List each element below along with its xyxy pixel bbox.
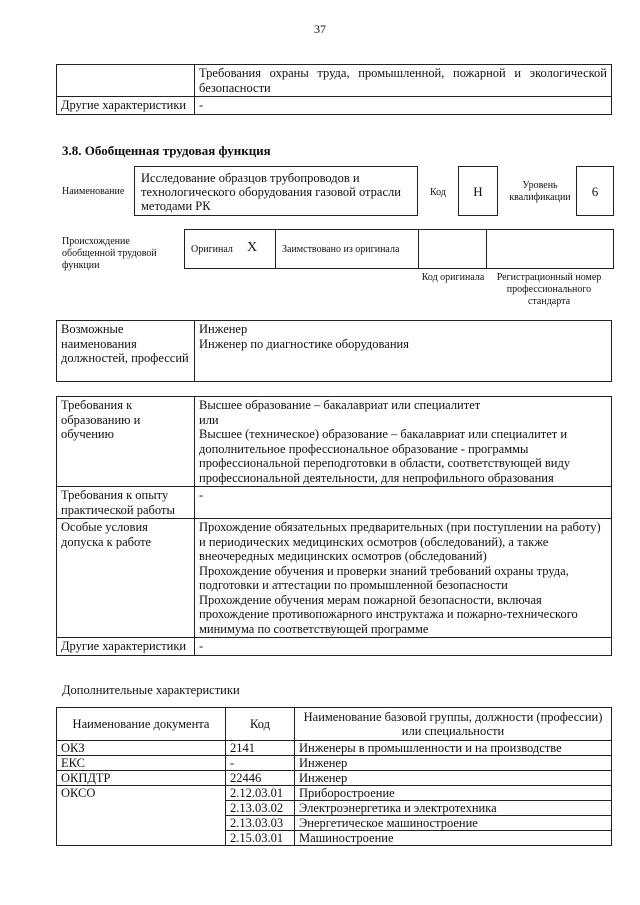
doc-cell: ОКПДТР bbox=[57, 771, 226, 786]
borrowed-label: Заимствовано из оригинала bbox=[282, 244, 400, 255]
original-label: Оригинал bbox=[191, 244, 233, 255]
table-row bbox=[57, 741, 612, 756]
table-row bbox=[57, 771, 612, 786]
reg-caption: Регистрационный номер профессионального стандарта bbox=[496, 272, 602, 307]
extra-title: Дополнительные характеристики bbox=[62, 683, 240, 697]
code-cell: 2.15.03.01 bbox=[226, 831, 295, 846]
code-cell: - bbox=[226, 756, 295, 771]
doc-cell: ЕКС bbox=[57, 756, 226, 771]
table-row bbox=[57, 786, 612, 801]
doc-cell: ОКЗ bbox=[57, 741, 226, 756]
table-row bbox=[57, 487, 612, 519]
name-cell: Приборостроение bbox=[295, 786, 612, 801]
name-cell: Инженер bbox=[295, 756, 612, 771]
name-cell: Энергетическое машиностроение bbox=[295, 816, 612, 831]
req-line: Прохождение обучения мерам пожарной безопасности, включая прохождение противопожарного инструктажа и пожарно-технического минимума по соответствующей программе bbox=[199, 592, 578, 636]
code-label: Код bbox=[430, 187, 446, 198]
table-row bbox=[57, 65, 612, 97]
table-row bbox=[57, 321, 612, 382]
req-label: Требования к образованию и обучению bbox=[57, 397, 195, 487]
table-row bbox=[57, 756, 612, 771]
table-row bbox=[57, 97, 612, 115]
code-cell: 2.13.03.03 bbox=[226, 816, 295, 831]
level-value: 6 bbox=[591, 184, 599, 199]
req-label: Другие характеристики bbox=[57, 638, 195, 656]
divider bbox=[418, 229, 419, 268]
name-cell: Машиностроение bbox=[295, 831, 612, 846]
name-value: Исследование образцов трубопроводов и технологического оборудования газовой отрасли методами РК bbox=[141, 171, 401, 213]
req-line: Высшее образование – бакалавриат или специалитет bbox=[199, 398, 481, 412]
row-value: - bbox=[195, 97, 612, 115]
code-cell: 2.13.03.02 bbox=[226, 801, 295, 816]
req-line: Высшее (техническое) образование – бакалавриат или специалитет и дополнительное профессиональное образование - программы профессиональной переподготовки в области, соответствующей виду профессиональной деятельности, для непрофильного образования bbox=[199, 427, 571, 485]
name-cell: Электроэнергетика и электротехника bbox=[295, 801, 612, 816]
requirements-table bbox=[56, 396, 612, 656]
req-line: или bbox=[199, 412, 219, 427]
level-label: Уровень квалификации bbox=[509, 180, 571, 203]
code-cell: 2.12.03.01 bbox=[226, 786, 295, 801]
positions-table bbox=[56, 320, 612, 382]
table-row bbox=[57, 397, 612, 487]
row-label: Другие характеристики bbox=[57, 97, 195, 115]
top-table bbox=[56, 64, 612, 115]
doc-cell: ОКСО bbox=[57, 786, 226, 846]
header-cell: Наименование документа bbox=[57, 708, 226, 741]
req-value: - bbox=[195, 487, 612, 519]
code-cell: 2141 bbox=[226, 741, 295, 756]
position-item: Инженер bbox=[199, 322, 248, 336]
section-title: 3.8. Обобщенная трудовая функция bbox=[62, 143, 271, 158]
name-box bbox=[134, 166, 418, 216]
position-item: Инженер по диагностике оборудования bbox=[199, 336, 409, 351]
req-value bbox=[195, 397, 612, 487]
name-cell: Инженеры в промышленности и на производстве bbox=[295, 741, 612, 756]
page-number: 37 bbox=[314, 22, 326, 36]
original-mark: Х bbox=[247, 240, 258, 255]
row-label bbox=[57, 65, 195, 97]
req-label: Особые условия допуска к работе bbox=[57, 519, 195, 638]
origin-label: Происхождение обобщенной трудовой функции bbox=[62, 236, 157, 271]
code-cell: 22446 bbox=[226, 771, 295, 786]
header-row bbox=[57, 708, 612, 741]
req-label: Требования к опыту практической работы bbox=[57, 487, 195, 519]
row-value: Требования охраны труда, промышленной, пожарной и экологической безопасности bbox=[195, 65, 612, 97]
req-value: - bbox=[195, 638, 612, 656]
header-cell: Наименование базовой группы, должности (профессии) или специальности bbox=[295, 708, 612, 741]
name-cell: Инженер bbox=[295, 771, 612, 786]
code-box bbox=[458, 166, 498, 216]
req-line: Прохождение обязательных предварительных (при поступлении на работу) и периодических медицинских осмотров (обследований), а также внеочередных медицинских осмотров (обследований) bbox=[199, 520, 601, 563]
table-row bbox=[57, 519, 612, 638]
header-cell: Код bbox=[226, 708, 295, 741]
divider bbox=[486, 229, 487, 268]
code-value: Н bbox=[473, 184, 483, 199]
code-caption: Код оригинала bbox=[421, 272, 485, 283]
positions-value bbox=[195, 321, 612, 382]
name-label: Наименование bbox=[62, 186, 125, 197]
req-line: Прохождение обучения и проверки знаний требований охраны труда, подготовки и аттестации по промышленной безопасности bbox=[199, 563, 569, 592]
level-box bbox=[576, 166, 614, 216]
divider bbox=[275, 229, 276, 268]
extra-table bbox=[56, 707, 612, 846]
table-row bbox=[57, 638, 612, 656]
req-value bbox=[195, 519, 612, 638]
positions-label: Возможные наименования должностей, профессий bbox=[57, 321, 195, 382]
